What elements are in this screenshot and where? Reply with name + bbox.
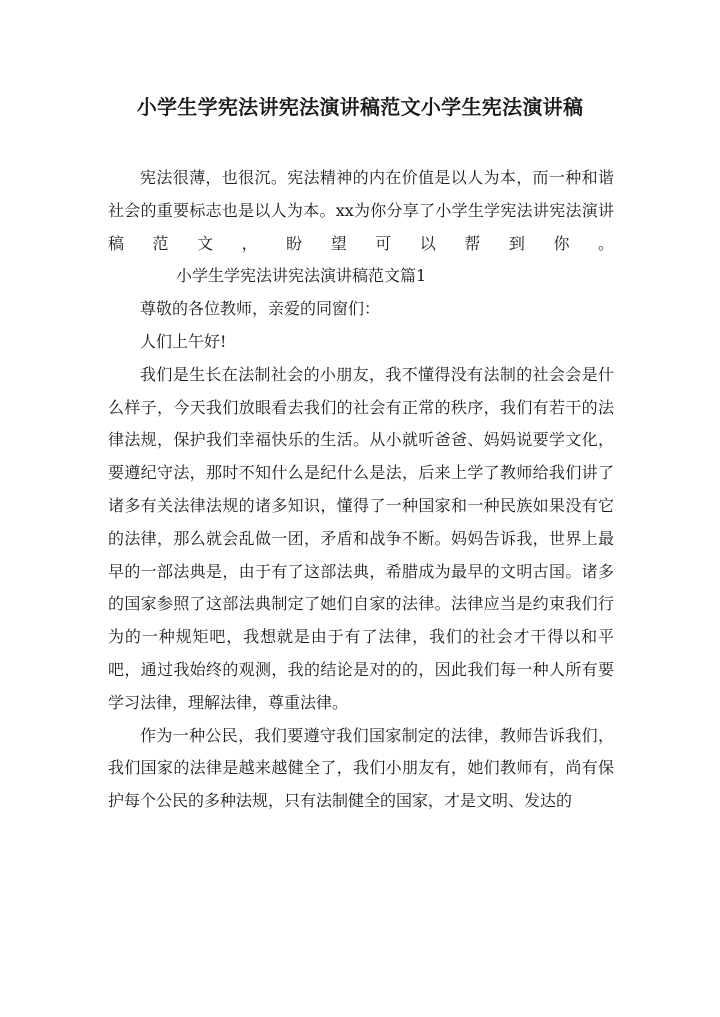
intro-text: 宪法很薄，也很沉。宪法精神的内在价值是以人为本，而一种和谐社会的重要标志也是以人为本。xx为你分享了小学生学宪法讲宪法演讲稿范文，盼望可以帮到你。 <box>108 168 614 253</box>
salutation-paragraph: 尊敬的各位教师，亲爱的同窗们： <box>140 299 381 319</box>
intro-paragraph <box>108 162 614 293</box>
document-body <box>108 162 614 818</box>
section-heading: 小学生学宪法讲宪法演讲稿范文篇1 <box>176 266 427 286</box>
body-paragraph: 作为一种公民，我们要遵守我们国家制定的法律，教师告诉我们，我们国家的法律是越来越健全了，我们小朋友有，她们教师有，尚有保护每个公民的多种法规，只有法制健全的国家，才是文明、发达的 <box>108 725 614 811</box>
document-title: 小学生学宪法讲宪法演讲稿范文小学生宪法演讲稿 <box>136 95 584 119</box>
greeting-paragraph: 人们上午好! <box>140 331 227 351</box>
body-paragraph: 我们是生长在法制社会的小朋友，我不懂得没有法制的社会会是什么样子，今天我们放眼看去我们的社会有正常的秩序，我们有若干的法律法规，保护我们幸福快乐的生活。从小就听爸爸、妈妈说要学文化，要遵纪守法，那时不知什么是纪什么是法，后来上学了教师给我们讲了诸多有关法律法规的诸多知识，懂得了一种国家和一种民族如果没有它的法律，那么就会乱做一团，矛盾和战争不断。妈妈告诉我，世界上最早的一部法典是，由于有了这部法典，希腊成为最早的文明古国。诸多的国家参照了这部法典制定了她们自家的法律。法律应当是约束我们行为的一种规矩吧，我想就是由于有了法律，我们的社会才干得以和平吧，通过我始终的观测，我的结论是对的的，因此我们每一种人所有要学习法律，理解法律，尊重法律。 <box>108 364 614 712</box>
